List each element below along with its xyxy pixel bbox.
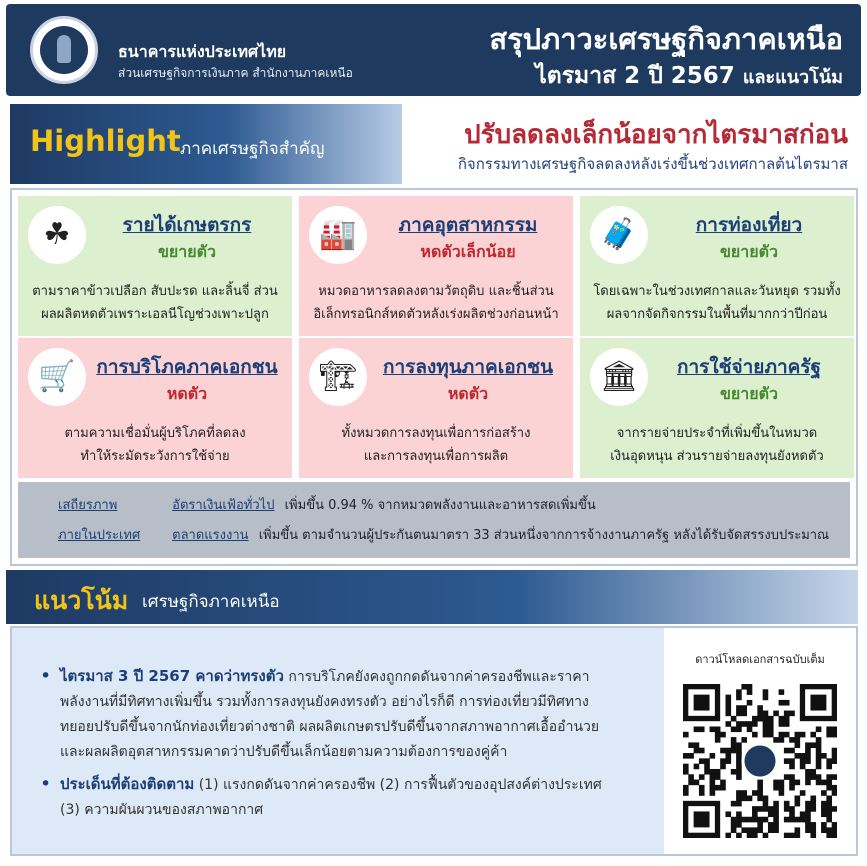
- sector-status: หดตัว: [447, 384, 489, 403]
- stability-label: เสถียรภาพ: [58, 498, 118, 513]
- report-title: สรุปภาวะเศรษฐกิจภาคเหนือ: [489, 22, 843, 56]
- header-banner: [6, 4, 861, 96]
- sector-description: [584, 280, 850, 326]
- sector-title: การบริโภคภาคเอกชน: [96, 356, 278, 378]
- sector-description: [22, 280, 288, 326]
- bullet-heading: ไตรมาส 3 ปี 2567 คาดว่าทรงตัว: [60, 667, 284, 685]
- sector-card-farm-income: [18, 196, 292, 336]
- sector-card-consumption: [18, 338, 292, 478]
- outlook-panel: [10, 626, 858, 856]
- sprout-icon: ☘: [28, 206, 86, 264]
- bullet-line: (3) ความผันผวนของสภาพอากาศ: [60, 802, 264, 818]
- desc-line: ทำให้ระมัดระวังการใช้จ่าย: [80, 449, 230, 464]
- stability-row-labor: [58, 524, 829, 545]
- highlight-headline: ปรับลดลงเล็กน้อยจากไตรมาสก่อน: [464, 120, 848, 150]
- bullet-line: การบริโภคยังคงถูกกดดันจากค่าครองชีพและราคา: [288, 669, 590, 685]
- sector-title: ภาคอุตสาหกรรม: [398, 214, 538, 236]
- desc-line: ผลผลิตหดตัวเพราะเอลนีโญช่วงเพาะปลูก: [41, 307, 269, 322]
- report-period: [535, 58, 843, 94]
- highlight-subtitle: ภาคเศรษฐกิจสำคัญ: [180, 139, 325, 159]
- stability-row-inflation: [58, 494, 596, 515]
- highlight-label-panel: [10, 104, 402, 184]
- sector-status: ขยายตัว: [719, 242, 779, 261]
- government-building-icon: 🏛: [590, 348, 648, 406]
- qr-label: ดาวน์โหลดเอกสารฉบับเต็ม: [695, 653, 825, 666]
- sector-status: หดตัว: [166, 384, 208, 403]
- sector-title: การใช้จ่ายภาครัฐ: [676, 356, 822, 378]
- inflation-topic: อัตราเงินเฟ้อทั่วไป: [172, 498, 275, 513]
- sector-card-tourism: [580, 196, 854, 336]
- bank-department: ส่วนเศรษฐกิจการเงินภาค สำนักงานภาคเหนือ: [118, 66, 353, 80]
- stability-panel: [18, 482, 850, 558]
- outlook-bullet-watch: [38, 772, 648, 823]
- labor-text: เพิ่มขึ้น ตามจำนวนผู้ประกันตนมาตรา 33 ส่วนหนึ่งจากการจ้างงานภาครัฐ หลังได้รับจัดสรรงบประมาณ: [258, 528, 830, 543]
- factory-icon: 🏭: [309, 206, 367, 264]
- desc-line: หมวดอาหารลดลงตามวัตถุดิบ และชิ้นส่วน: [318, 284, 554, 299]
- desc-line: โดยเฉพาะในช่วงเทศกาลและวันหยุด รวมทั้ง: [593, 284, 841, 299]
- period-text: ไตรมาส 2 ปี 2567: [535, 63, 735, 89]
- sector-card-industry: [299, 196, 573, 336]
- sector-description: [584, 422, 850, 468]
- bullet-line: พลังงานที่มีทิศทางเพิ่มขึ้น รวมทั้งการลงทุนยังคงทรงตัว อย่างไรก็ดี การท่องเที่ยวมีทิศทาง: [60, 694, 589, 710]
- trend-band: [6, 570, 858, 624]
- sector-card-investment: [299, 338, 573, 478]
- sector-description: [303, 422, 569, 468]
- bullet-line: ทยอยปรับดีขึ้นจากนักท่องเที่ยวต่างชาติ ผลผลิตเกษตรปรับดีขึ้นจากสภาพอากาศเอื้ออำนวย: [60, 719, 600, 735]
- sector-card-government: [580, 338, 854, 478]
- sector-description: [303, 280, 569, 326]
- sector-status: หดตัวเล็กน้อย: [420, 242, 516, 261]
- sector-title: การท่องเที่ยว: [695, 214, 803, 236]
- period-suffix: และแนวโน้ม: [742, 67, 843, 88]
- bullet-heading: ประเด็นที่ต้องติดตาม: [60, 775, 195, 793]
- trend-word: แนวโน้ม: [34, 586, 129, 615]
- desc-line: ผลจากจัดกิจกรรมในพื้นที่มากกว่าปีก่อน: [606, 307, 828, 322]
- sector-grid: [10, 188, 858, 566]
- crane-icon: 🏗: [309, 348, 367, 406]
- sector-status: ขยายตัว: [157, 242, 217, 261]
- desc-line: และการลงทุนเพื่อการผลิต: [363, 449, 509, 464]
- bank-logo: [30, 16, 98, 84]
- bullet-line: และผลผลิตอุตสาหกรรมคาดว่าปรับดีขึ้นเล็กน้อยตามความต้องการของคู่ค้า: [60, 744, 508, 760]
- highlight-description: กิจกรรมทางเศรษฐกิจลดลงหลังเร่งขึ้นช่วงเทศกาลต้นไตรมาส: [457, 155, 848, 173]
- highlight-band: [10, 104, 860, 184]
- desc-line: จากรายจ่ายประจำที่เพิ่มขึ้นในหมวด: [616, 426, 818, 441]
- sector-status: ขยายตัว: [719, 384, 779, 403]
- qr-code-icon[interactable]: [683, 684, 837, 838]
- trend-subtitle: เศรษฐกิจภาคเหนือ: [142, 592, 280, 612]
- qr-download[interactable]: [664, 628, 856, 854]
- labor-topic: ตลาดแรงงาน: [172, 528, 249, 543]
- bank-name: ธนาคารแห่งประเทศไทย: [118, 42, 287, 61]
- desc-line: ทั้งหมวดการลงทุนเพื่อการก่อสร้าง: [341, 426, 531, 441]
- shopping-cart-icon: 🛒: [28, 348, 86, 406]
- desc-line: ตามราคาข้าวเปลือก สับปะรด และลิ้นจี่ ส่วน: [32, 284, 278, 299]
- highlight-word: Highlight: [30, 124, 181, 158]
- desc-line: อิเล็กทรอนิกส์หดตัวหลังเร่งผลิตช่วงก่อนหน้า: [313, 307, 559, 322]
- desc-line: ตามความเชื่อมั่นผู้บริโภคที่ลดลง: [64, 426, 246, 441]
- sector-title: การลงทุนภาคเอกชน: [382, 356, 553, 378]
- inflation-text: เพิ่มขึ้น 0.94 % จากหมวดพลังงานและอาหารสดเพิ่มขึ้น: [284, 498, 596, 513]
- stability-label: ภายในประเทศ: [58, 528, 141, 543]
- desc-line: เงินอุดหนุน ส่วนรายจ่ายลงทุนยังหดตัว: [610, 449, 824, 464]
- sector-title: รายได้เกษตรกร: [122, 214, 252, 236]
- tourist-icon: 🧳: [590, 206, 648, 264]
- outlook-text: [12, 628, 664, 854]
- sector-description: [22, 422, 288, 468]
- outlook-bullet-q3: [38, 664, 648, 765]
- bullet-line: (1) แรงกดดันจากค่าครองชีพ (2) การฟื้นตัวของอุปสงค์ต่างประเทศ: [198, 777, 602, 793]
